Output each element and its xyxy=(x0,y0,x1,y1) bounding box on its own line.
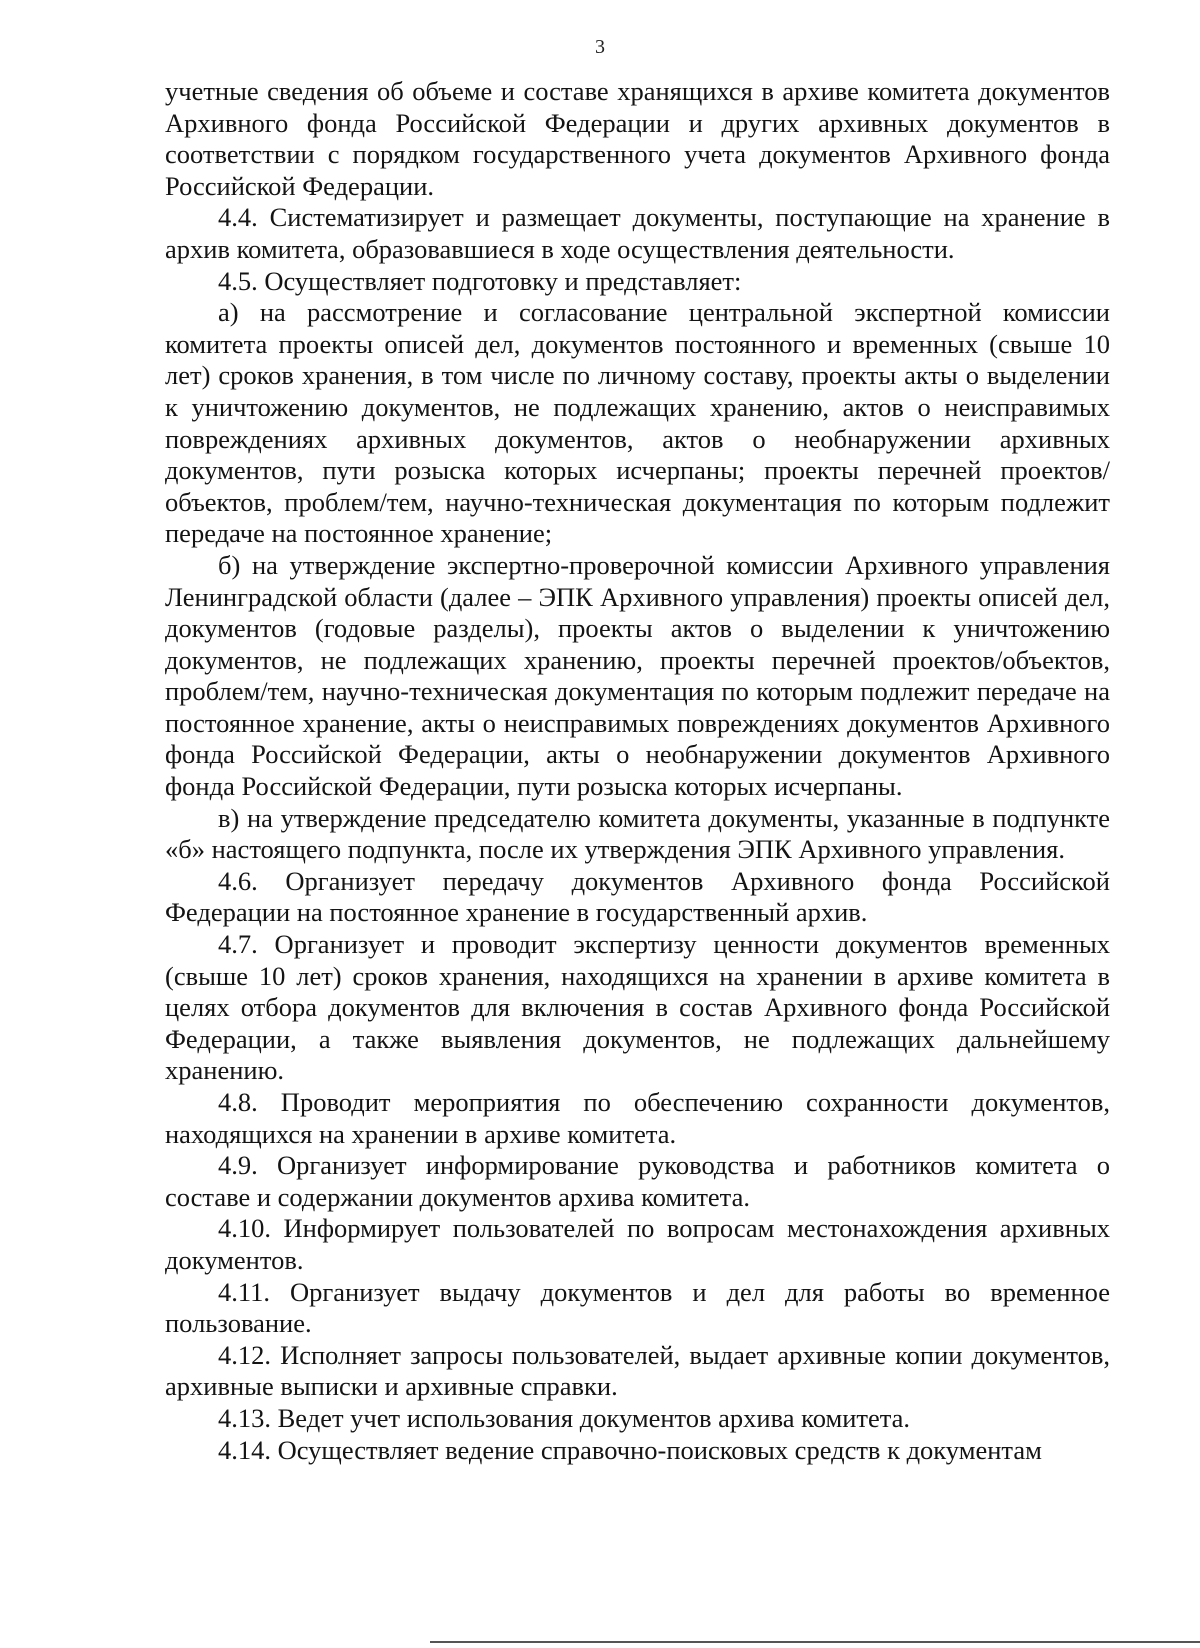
paragraph-4-7: 4.7. Организует и проводит экспертизу ценности документов временных (свыше 10 лет) сроков хранения, находящихся на хранении в архиве комитета в целях отбора документов для включения в состав Архивного фонда Российской Федерации, а также выявления документов, не подлежащих дальнейшему хранению. xyxy=(165,929,1110,1086)
paragraph-4-5-b: б) на утверждение экспертно-проверочной комиссии Архивного управления Ленинградской области (далее – ЭПК Архивного управления) проекты описей дел, документов (годовые разделы), проекты актов о выделении к уничтожению документов, не подлежащих хранению, проекты перечней проектов/объектов, проблем/тем, научно-техническая документация по которым подлежит передаче на постоянное хранение, акты о неисправимых повреждениях документов Архивного фонда Российской Федерации, акты о необнаружении документов Архивного фонда Российской Федерации, пути розыска которых исчерпаны. xyxy=(165,549,1110,802)
paragraph-4-11: 4.11. Организует выдачу документов и дел для работы во временное пользование. xyxy=(165,1276,1110,1339)
paragraph-4-8: 4.8. Проводит мероприятия по обеспечению сохранности документов, находящихся на хранении в архиве комитета. xyxy=(165,1087,1110,1149)
paragraph-4-5-v: в) на утверждение председателю комитета документы, указанные в подпункте «б» настоящего подпункта, после их утверждения ЭПК Архивного управления. xyxy=(165,802,1110,865)
document-body xyxy=(165,76,1110,1466)
paragraph-4-4: 4.4. Систематизирует и размещает документы, поступающие на хранение в архив комитета, образовавшиеся в ходе осуществления деятельности. xyxy=(165,202,1110,264)
paragraph-4-12: 4.12. Исполняет запросы пользователей, выдает архивные копии документов, архивные выписки и архивные справки. xyxy=(165,1339,1110,1402)
paragraph-4-9: 4.9. Организует информирование руководства и работников комитета о составе и содержании документов архива комитета. xyxy=(165,1150,1110,1212)
paragraph-4-5-a: а) на рассмотрение и согласование центральной экспертной комиссии комитета проекты описей дел, документов постоянного и временных (свыше 10 лет) сроков хранения, в том числе по личному составу, проекты акты о выделении к уничтожению документов, не подлежащих хранению, актов о неисправимых повреждениях архивных документов, актов о необнаружении архивных документов, пути розыска которых исчерпаны; проекты перечней проектов/объектов, проблем/тем, научно-техническая документация по которым подлежит передаче на постоянное хранение; xyxy=(165,297,1110,549)
paragraph-4-6: 4.6. Организует передачу документов Архивного фонда Российской Федерации на постоянное хранение в государственный архив. xyxy=(165,865,1110,928)
page-number: 3 xyxy=(595,36,605,58)
paragraph-accounting-info: учетные сведения об объеме и составе хранящихся в архиве комитета документов Архивного фонда Российской Федерации и других архивных документов в соответствии с порядком государственного учета документов Архивного фонда Российской Федерации. xyxy=(165,76,1110,201)
paragraph-4-10: 4.10. Информирует пользователей по вопросам местонахождения архивных документов. xyxy=(165,1213,1110,1275)
paragraph-4-13: 4.13. Ведет учет использования документов архива комитета. xyxy=(218,1402,911,1433)
paragraph-4-14: 4.14. Осуществляет ведение справочно-поисковых средств к документам xyxy=(218,1434,1042,1465)
bottom-edge-line xyxy=(430,1641,1200,1643)
paragraph-4-5: 4.5. Осуществляет подготовку и представляет: xyxy=(218,265,742,296)
